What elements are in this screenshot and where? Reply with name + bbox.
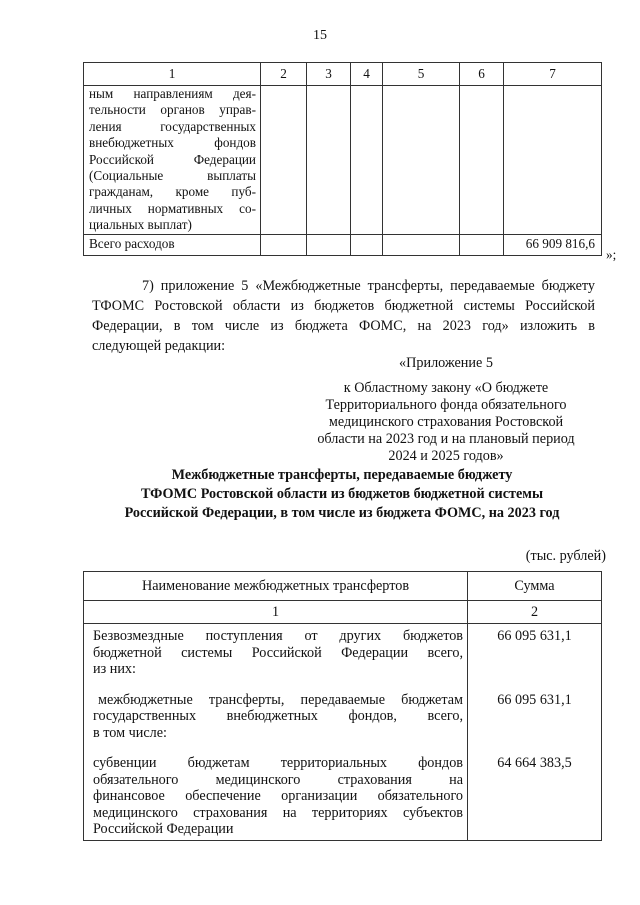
annex-line: медицинского страхования Ростовской xyxy=(328,414,564,430)
text-line: циальных выплат) xyxy=(89,217,192,233)
row-sum: 66 095 631,1 xyxy=(468,624,602,688)
header-name: Наименование межбюджетных трансфертов xyxy=(84,572,468,601)
text-line: обязательного медицинского страхования на xyxy=(93,771,463,788)
col-header-3: 3 xyxy=(307,63,351,86)
row-sum: 64 664 383,5 xyxy=(468,751,602,840)
text-line: Безвозмездные поступления от других бюджетов xyxy=(93,628,463,644)
column-numbers-row xyxy=(84,601,602,624)
col-header-4: 4 xyxy=(351,63,383,86)
row-sum: 66 095 631,1 xyxy=(468,688,602,752)
text-line: межбюджетные трансферты, передаваемые бюджетам xyxy=(98,691,463,708)
annex-line: Территориального фонда обязательного xyxy=(325,397,567,413)
text-line: в том числе: xyxy=(93,724,167,741)
transfers-table xyxy=(83,571,602,841)
table-cell xyxy=(307,86,351,235)
table-row xyxy=(84,624,602,688)
text-line: финансовое обеспечение организации обязательного xyxy=(93,788,463,804)
text-line: субвенции бюджетам территориальных фондов xyxy=(93,755,463,771)
table-row xyxy=(84,86,602,235)
amendment-paragraph xyxy=(92,276,595,356)
text-line: гражданам, кроме пуб- xyxy=(89,184,256,200)
col-header-7: 7 xyxy=(504,63,602,86)
table-cell xyxy=(351,234,383,255)
annex-title: «Приложение 5 xyxy=(399,355,493,371)
col-number-1: 1 xyxy=(84,601,468,624)
title-line: Российской Федерации, в том числе из бюджета ФОМС, на 2023 год xyxy=(124,505,560,521)
table-cell xyxy=(460,234,504,255)
col-header-5: 5 xyxy=(383,63,460,86)
annex-line: 2024 и 2025 годов» xyxy=(388,448,504,464)
table-cell xyxy=(460,86,504,235)
table-row xyxy=(84,751,602,840)
continued-item-name xyxy=(84,86,261,235)
title-line: Межбюджетные трансферты, передаваемые бюджету xyxy=(171,467,513,483)
table-cell xyxy=(261,234,307,255)
col-header-2: 2 xyxy=(261,63,307,86)
text-line: Российской Федерации xyxy=(89,151,256,167)
total-value: 66 909 816,6 xyxy=(504,234,602,255)
table-header-row xyxy=(84,572,602,601)
col-header-6: 6 xyxy=(460,63,504,86)
table-cell xyxy=(383,234,460,255)
text-line: Российской Федерации xyxy=(93,821,234,837)
text-line: медицинского страхования на территориях субъектов xyxy=(93,804,463,821)
row-name xyxy=(84,751,468,840)
text-line: государственных внебюджетных фондов, всего, xyxy=(93,708,463,724)
annex-reference xyxy=(300,355,592,465)
annex-line: к Областному закону «О бюджете xyxy=(343,380,549,396)
table-row xyxy=(84,688,602,752)
table-cell xyxy=(383,86,460,235)
annex-line: области на 2023 год и на плановый период xyxy=(317,431,575,447)
table-header-row xyxy=(84,63,602,86)
text-line: 7) приложение 5 «Межбюджетные трансферты, передаваемые бюджету xyxy=(142,278,595,294)
text-line: бюджетной системы Российской Федерации всего, xyxy=(93,644,463,661)
page-number: 15 xyxy=(313,28,327,43)
text-line: личных нормативных со- xyxy=(89,200,256,216)
text-line: ным направлениям дея- xyxy=(89,86,256,101)
text-line: из них: xyxy=(93,661,136,677)
row-name xyxy=(84,688,468,752)
text-line: ления государственных xyxy=(89,118,256,134)
units-label: (тыс. рублей) xyxy=(525,548,606,564)
total-row xyxy=(84,234,602,255)
header-sum: Сумма xyxy=(468,572,602,601)
col-header-1: 1 xyxy=(84,63,261,86)
document-title xyxy=(83,466,601,523)
table-cell xyxy=(261,86,307,235)
text-line: Федерации, в том числе из бюджета ФОМС, на 2023 год» изложить в xyxy=(92,318,595,334)
expenses-table-continuation xyxy=(83,62,602,256)
text-line: ТФОМС Ростовской области из бюджетов бюджетной системы Российской xyxy=(92,298,595,314)
total-label: Всего расходов xyxy=(84,234,261,255)
closing-quote: »; xyxy=(606,247,617,262)
row-name xyxy=(84,624,468,688)
text-line: (Социальные выплаты xyxy=(89,168,256,184)
table-cell xyxy=(351,86,383,235)
title-line: ТФОМС Ростовской области из бюджетов бюджетной системы xyxy=(140,486,544,502)
table-cell xyxy=(307,234,351,255)
text-line: следующей редакции: xyxy=(92,338,226,354)
col-number-2: 2 xyxy=(468,601,602,624)
text-line: тельности органов управ- xyxy=(89,102,256,118)
table-cell xyxy=(504,86,602,235)
text-line: внебюджетных фондов xyxy=(89,135,256,151)
